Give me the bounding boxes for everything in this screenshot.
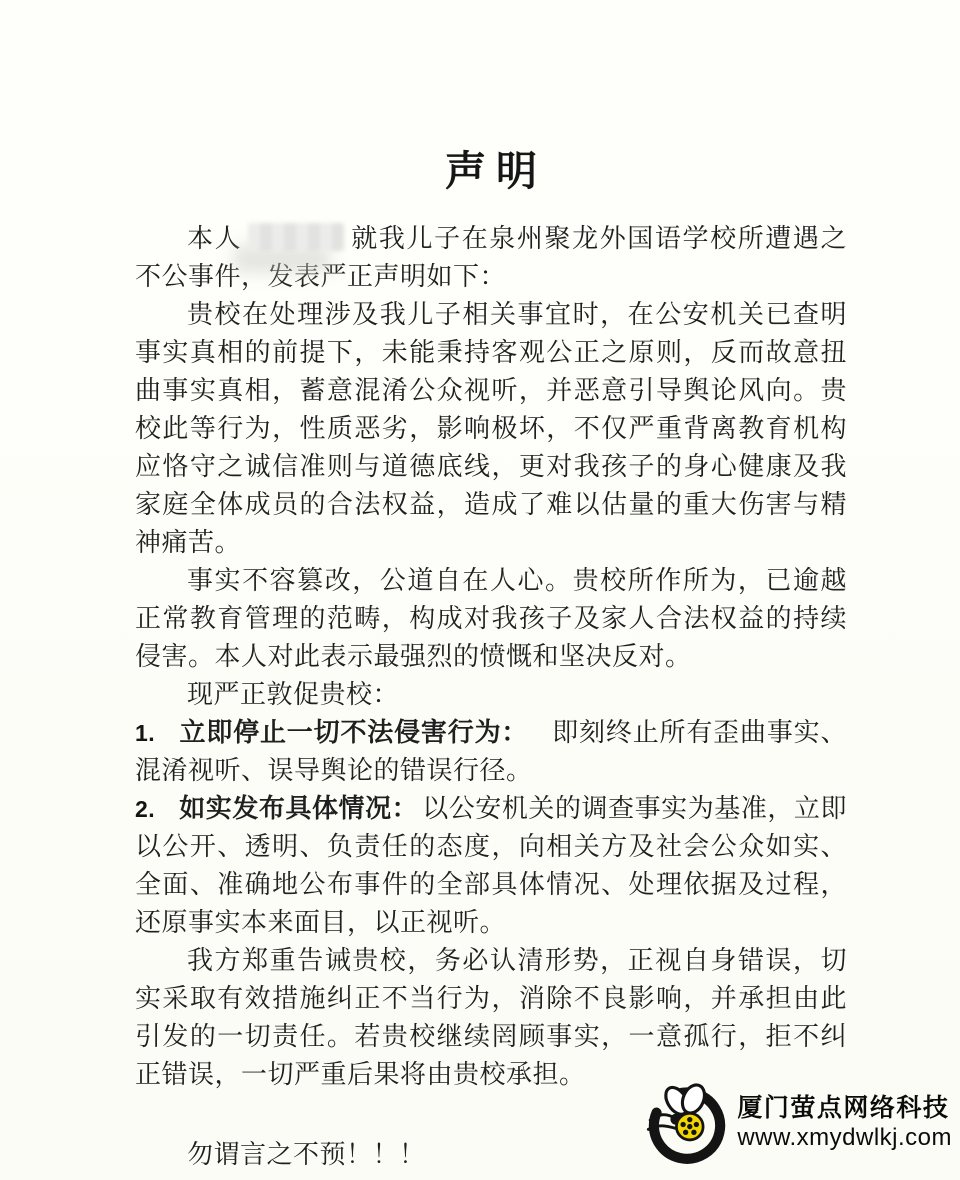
demand-item-1 xyxy=(135,714,847,790)
closing-statement: 勿谓言之不预！！！ xyxy=(187,1140,426,1169)
paragraph-position: 事实不容篡改，公道自在人心。贵校所作所为，已逾越正常教育管理的范畴，构成对我孩子及家人合法权益的持续侵害。本人对此表示最强烈的愤慨和坚决反对。 xyxy=(135,566,847,671)
paragraph-accusation: 贵校在处理涉及我儿子相关事宜时，在公安机关已查明事实真相的前提下，未能秉持客观公正之原则，反而故意扭曲事实真相，蓄意混淆公众视听，并恶意引导舆论风向。贵校此等行为，性质恶劣，影响极坏，不仅严重背离教育机构应恪守之诚信准则与道德底线，更对我孩子的身心健康及我家庭全体成员的合法权益，造成了难以估量的重大伤害与精神痛苦。 xyxy=(135,300,847,557)
watermark-text xyxy=(737,1094,956,1151)
item-label: 如实发布具体情况： xyxy=(179,794,419,823)
item-text: 即刻终止所有歪曲事实、混淆视听、误导舆论的错误行径。 xyxy=(135,718,847,785)
firefly-film-reel-logo-icon xyxy=(641,1076,733,1168)
paragraph-demand-lead: 现严正敦促贵校： xyxy=(187,680,400,709)
item-number: 2. xyxy=(135,796,156,822)
redacted-name-blur xyxy=(248,223,344,251)
page-title: 声明 xyxy=(445,148,547,194)
demand-item-2 xyxy=(135,790,847,942)
company-name: 厦门萤点网络科技 xyxy=(737,1093,950,1122)
item-number: 1. xyxy=(135,720,156,746)
company-url: www.xmydwlkj.com xyxy=(737,1123,952,1151)
intro-prefix: 本人 xyxy=(187,224,243,253)
item-label: 立即停止一切不法侵害行为： xyxy=(179,718,529,747)
item-text: 以公安机关的调查事实为基准，立即以公开、透明、负责任的态度，向相关方及社会公众如实、全面、准确地公布事件的全部具体情况、处理依据及过程，还原事实本来面目，以正视听。 xyxy=(135,794,847,937)
paragraph-warning: 我方郑重告诫贵校，务必认清形势，正视自身错误，切实采取有效措施纠正不当行为，消除不良影响，并承担由此引发的一切责任。若贵校继续罔顾事实，一意孤行，拒不纠正错误，一切严重后果将由贵校承担。 xyxy=(135,946,847,1089)
intro-text: 就我儿子在泉州聚龙外国语学校所遭遇之不公事件，发表严正声明如下： xyxy=(135,224,847,291)
watermark xyxy=(641,1076,956,1168)
statement-intro xyxy=(135,220,847,296)
statement-document xyxy=(135,146,847,1174)
